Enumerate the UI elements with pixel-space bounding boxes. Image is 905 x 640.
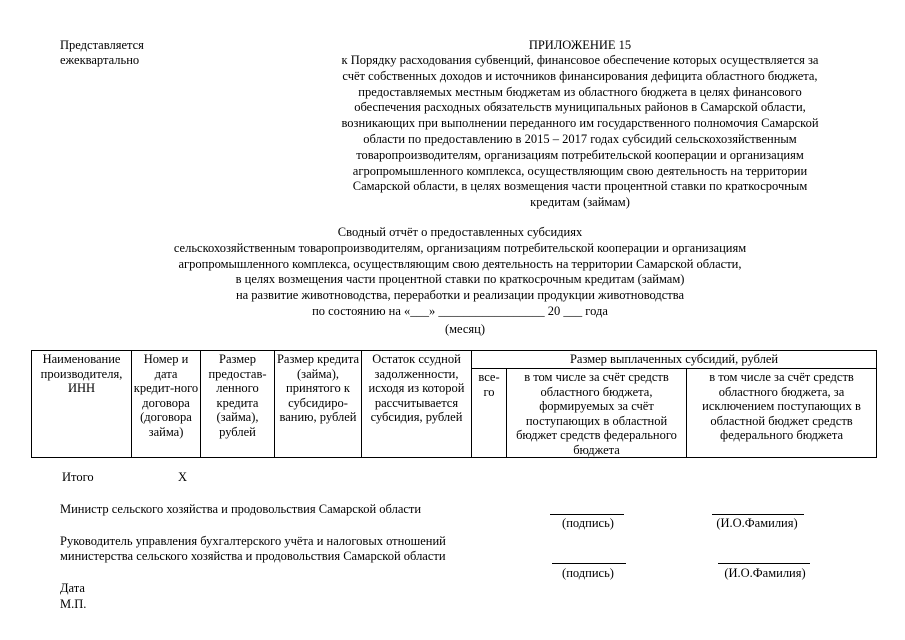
minister-signatory: Министр сельского хозяйства и продовольствия Самарской области [60, 502, 422, 516]
submission-frequency-note [60, 38, 260, 68]
minister-signature-line [550, 514, 624, 515]
column-header-subsidized-credit: Размер кредита (займа), принятого к субсидиро-ванию, рублей [275, 351, 362, 458]
total-row-label: Итого [62, 470, 94, 484]
appendix-line: возникающих при выполнении переданного им государственного полномочия Самарской [341, 116, 819, 131]
stamp-label: М.П. [60, 597, 87, 611]
date-label: Дата [60, 581, 85, 595]
appendix-title: ПРИЛОЖЕНИЕ 15 [528, 38, 632, 52]
appendix-line: товаропроизводителям, организациям потребительской кооперации и организациям [356, 147, 804, 162]
total-row-mark: Х [178, 470, 188, 484]
report-title [70, 225, 850, 320]
column-header-total: все-го [472, 369, 507, 458]
appendix-line: счёт собственных доходов и источников финансирования дефицита областного бюджета, [342, 68, 818, 83]
column-header-loan-balance: Остаток ссудной задолженности, исходя из которой рассчитывается субсидия, рублей [362, 351, 472, 458]
accountant-signatory-line1: Руководитель управления бухгалтерского учёта и налоговых отношений [60, 534, 446, 548]
appendix-line: кредитам (займам) [530, 195, 630, 210]
column-group-header-paid-subsidies: Размер выплаченных субсидий, рублей [472, 351, 877, 369]
accountant-name-caption: (И.О.Фамилия) [724, 566, 806, 580]
minister-name-caption: (И.О.Фамилия) [716, 516, 798, 530]
minister-name-line [712, 514, 804, 515]
appendix-line: Самарской области, в целях возмещения части процентной ставки по краткосрочным [352, 179, 808, 194]
appendix-line: обеспечения расходных обязательств муниципальных районов в Самарской области, [354, 100, 806, 115]
month-caption: (месяц) [444, 322, 486, 336]
column-header-regional-funds: в том числе за счёт средств областного бюджета, за исключением поступающих в областной бюджет средств федерального бюджета [687, 369, 877, 458]
accountant-signatory-line2: министерства сельского хозяйства и продовольствия Самарской области [60, 549, 446, 563]
appendix-line: области по предоставлению в 2015 – 2017 годах субсидий сельскохозяйственным [363, 131, 797, 146]
report-date-line: по состоянию на «___» _________________ 20 ___ года [312, 303, 608, 318]
appendix-line: к Порядку расходования субвенций, финансовое обеспечение которых осуществляется за [341, 53, 819, 67]
accountant-signature-caption: (подпись) [562, 566, 614, 580]
column-header-federal-funds: в том числе за счёт средств областного бюджета, формируемых за счёт поступающих в областной бюджет средств федерального бюджета [507, 369, 687, 458]
minister-signature-caption: (подпись) [562, 516, 614, 530]
accountant-signature-line [552, 563, 626, 564]
accountant-name-line [718, 563, 810, 564]
appendix-line: предоставляемых местным бюджетам из областного бюджета в целях финансового [358, 84, 802, 99]
column-header-contract: Номер и дата кредит-ного договора (договора займа) [132, 351, 201, 458]
report-title-line: агропромышленного комплекса, осуществляющим свою деятельность на территории Самарской области, [178, 256, 742, 271]
column-header-credit-amount: Размер предостав-ленного кредита (займа), рублей [201, 351, 275, 458]
report-title-line: сельскохозяйственным товаропроизводителям, организациям потребительской кооперации и организациям [173, 240, 747, 255]
report-title-line: Сводный отчёт о предоставленных субсидиях [337, 225, 583, 239]
note-line: ежеквартально [60, 53, 140, 67]
report-title-line: на развитие животноводства, переработки и реализации продукции животноводства [235, 288, 685, 303]
report-title-line: в целях возмещения части процентной ставки по краткосрочным кредитам (займам) [235, 272, 685, 287]
appendix-description [300, 53, 860, 211]
appendix-line: агропромышленного комплекса, осуществляющим свою деятельность на территории [352, 163, 808, 178]
column-header-producer: Наименование производителя, ИНН [32, 351, 132, 458]
subsidy-report-table [31, 350, 877, 458]
note-line: Представляется [60, 38, 144, 52]
